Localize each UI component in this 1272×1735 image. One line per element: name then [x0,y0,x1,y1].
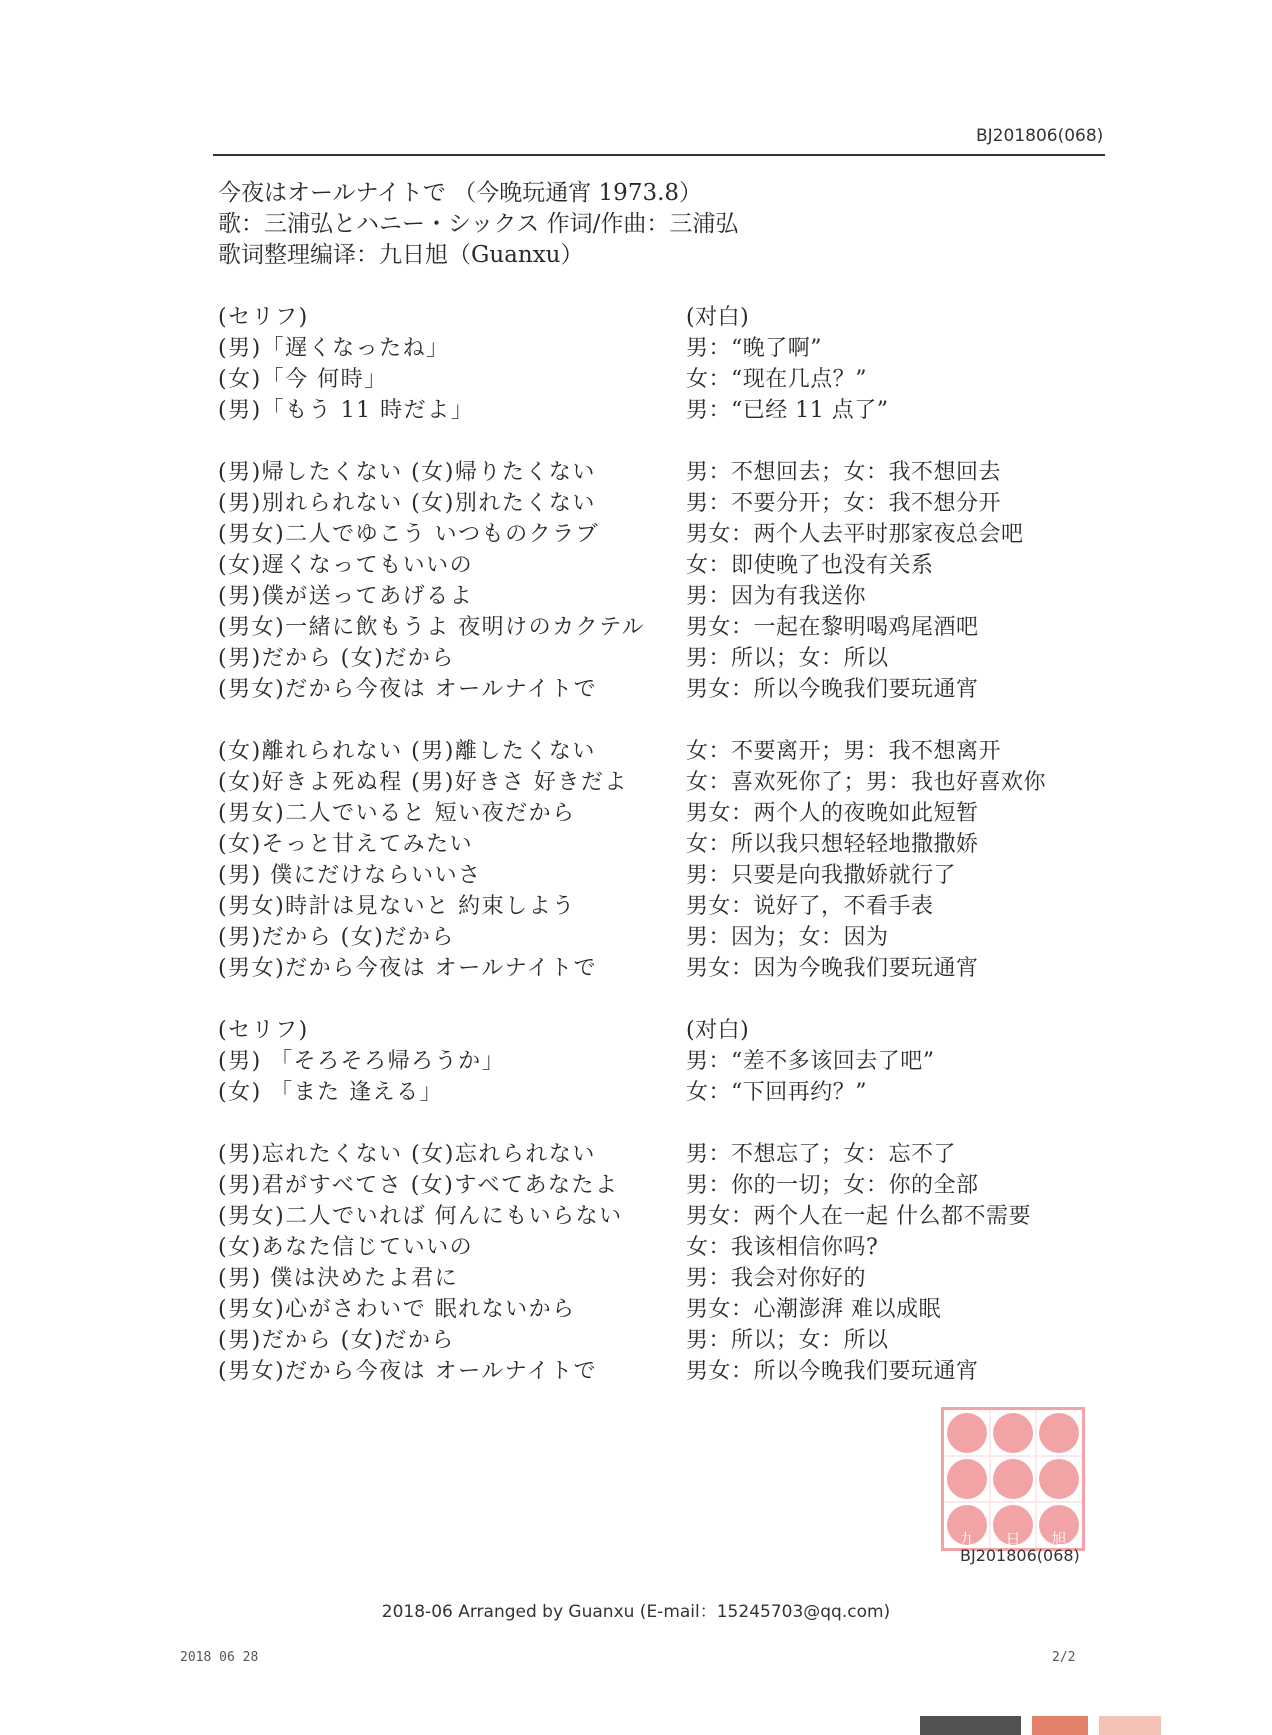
lyric-line [218,1170,1098,1201]
japanese-lyric: (男女)一緒に飲もうよ 夜明けのカクテル [218,615,646,640]
japanese-lyric: (男女)だから今夜は オールナイトで [218,677,598,702]
japanese-lyric: (女) 「また 逢える」 [218,1080,444,1105]
seal-code: BJ201806(068) [960,1546,1080,1565]
japanese-lyric: (男女)二人でいれば 何んにもいらない [218,1204,623,1229]
japanese-lyric: (女)離れられない (男)離したくない [218,739,596,764]
chinese-translation: 男女：说好了，不看手表 [686,894,934,919]
chinese-translation: 男女：一起在黎明喝鸡尾酒吧 [686,615,979,640]
chinese-translation: 女：我该相信你吗? [686,1235,879,1260]
chinese-translation: 女：不要离开；男：我不想离开 [686,739,1002,764]
chinese-translation: (对白) [686,305,750,330]
seal-stamp [941,1407,1085,1551]
chinese-translation: 男：“已经 11 点了” [686,398,889,423]
japanese-lyric: (男)「もう 11 時だよ」 [218,398,475,423]
lyric-line [218,1046,1098,1077]
japanese-lyric: (男)だから (女)だから [218,1328,455,1353]
lyric-line [218,767,1098,798]
lyric-line [218,612,1098,643]
lyric-line [218,581,1098,612]
chinese-translation: 男：不想回去；女：我不想回去 [686,460,1002,485]
chinese-translation: 男女：心潮澎湃 难以成眠 [686,1297,941,1322]
lyric-line [218,1356,1098,1387]
chinese-translation: 男女：所以今晚我们要玩通宵 [686,677,979,702]
japanese-lyric: (男女)だから今夜は オールナイトで [218,1359,598,1384]
japanese-lyric: (女)好きよ死ぬ程 (男)好きさ 好きだよ [218,770,628,795]
chinese-translation: 男：你的一切；女：你的全部 [686,1173,979,1198]
japanese-lyric: (女)遅くなってもいいの [218,553,474,578]
chinese-translation: 男女：两个人去平时那家夜总会吧 [686,522,1024,547]
japanese-lyric: (男)「遅くなったね」 [218,336,450,361]
stanza [218,736,1098,984]
lyric-line [218,519,1098,550]
song-credits: 歌：三浦弘とハニー・シックス 作词/作曲：三浦弘 [218,211,739,237]
footer-credit: 2018-06 Arranged by Guanxu (E-mail：15245703@qq.com) [381,1602,891,1622]
lyric-line [218,674,1098,705]
japanese-lyric: (男)君がすべてさ (女)すべてあなたよ [218,1173,619,1198]
lyric-line [218,736,1098,767]
svg-text:九: 九 [959,1530,975,1548]
japanese-lyric: (男女)時計は見ないと 約束しよう [218,894,576,919]
chinese-translation: 男：因为有我送你 [686,584,867,609]
stanza [218,1015,1098,1108]
chinese-translation: 男：“差不多该回去了吧” [686,1049,935,1074]
japanese-lyric: (男)帰したくない (女)帰りたくない [218,460,596,485]
svg-text:日: 日 [1005,1530,1021,1548]
lyric-line [218,798,1098,829]
chinese-translation: 女：所以我只想轻轻地撒撒娇 [686,832,979,857]
chinese-translation: 男：我会对你好的 [686,1266,867,1291]
japanese-lyric: (女)あなた信じていいの [218,1235,474,1260]
document-code: BJ201806(068) [976,126,1104,146]
chinese-translation: 男女：因为今晚我们要玩通宵 [686,956,979,981]
lyric-line [218,395,1098,426]
japanese-lyric: (男女)二人でゆこう いつものクラブ [218,522,600,547]
chinese-translation: 男：只要是向我撒娇就行了 [686,863,957,888]
lyrics [218,302,1098,1418]
japanese-lyric: (男) 僕にだけならいいさ [218,863,482,888]
chinese-translation: (对白) [686,1018,750,1043]
seal-graphic [944,1410,1082,1548]
lyric-line [218,302,1098,333]
lyric-line [218,1201,1098,1232]
lyric-line [218,1015,1098,1046]
chinese-translation: 男女：两个人的夜晚如此短暂 [686,801,979,826]
chinese-translation: 女：即使晚了也没有关系 [686,553,934,578]
stanza [218,1139,1098,1387]
stanza [218,457,1098,705]
lyric-line [218,364,1098,395]
translator-credit: 歌词整理编译：九日旭（Guanxu） [218,242,584,268]
japanese-lyric: (女)「今 何時」 [218,367,388,392]
lyric-line [218,550,1098,581]
chinese-translation: 女：“下回再约？” [686,1080,867,1105]
song-title: 今夜はオールナイトで （今晚玩通宵 1973.8） [218,180,703,206]
japanese-lyric: (女)そっと甘えてみたい [218,832,474,857]
lyric-line [218,488,1098,519]
lyric-line [218,1263,1098,1294]
print-date: 2018 06 28 [180,1650,259,1665]
japanese-lyric: (セリフ) [218,305,309,330]
chinese-translation: 男：所以；女：所以 [686,1328,889,1353]
japanese-lyric: (男) 「そろそろ帰ろうか」 [218,1049,506,1074]
lyric-line [218,829,1098,860]
japanese-lyric: (男女)だから今夜は オールナイトで [218,956,598,981]
lyric-line [218,333,1098,364]
lyric-line [218,953,1098,984]
chinese-translation: 男女：所以今晚我们要玩通宵 [686,1359,979,1384]
japanese-lyric: (セリフ) [218,1018,309,1043]
japanese-lyric: (男)だから (女)だから [218,646,455,671]
chinese-translation: 女：喜欢死你了；男：我也好喜欢你 [686,770,1047,795]
chinese-translation: 男：不想忘了；女：忘不了 [686,1142,957,1167]
japanese-lyric: (男)別れられない (女)別れたくない [218,491,596,516]
japanese-lyric: (男)僕が送ってあげるよ [218,584,474,609]
lyric-line [218,891,1098,922]
chinese-translation: 女：“现在几点？” [686,367,867,392]
svg-text:旭: 旭 [1051,1530,1067,1548]
chinese-translation: 男：不要分开；女：我不想分开 [686,491,1002,516]
chinese-translation: 男：所以；女：所以 [686,646,889,671]
japanese-lyric: (男) 僕は決めたよ君に [218,1266,459,1291]
page-number: 2/2 [1052,1650,1076,1665]
watermark-fragment [920,1716,1200,1735]
lyric-line [218,1139,1098,1170]
lyric-line [218,1232,1098,1263]
lyric-line [218,1325,1098,1356]
japanese-lyric: (男)だから (女)だから [218,925,455,950]
japanese-lyric: (男)忘れたくない (女)忘れられない [218,1142,596,1167]
lyric-line [218,457,1098,488]
lyric-line [218,860,1098,891]
chinese-translation: 男：因为；女：因为 [686,925,889,950]
chinese-translation: 男：“晚了啊” [686,336,822,361]
lyric-line [218,1294,1098,1325]
stanza [218,302,1098,426]
japanese-lyric: (男女)心がさわいで 眠れないから [218,1297,576,1322]
lyric-line [218,922,1098,953]
chinese-translation: 男女：两个人在一起 什么都不需要 [686,1204,1031,1229]
title-block [218,178,738,271]
lyric-line [218,1077,1098,1108]
header-rule [213,154,1105,156]
japanese-lyric: (男女)二人でいると 短い夜だから [218,801,576,826]
lyric-line [218,643,1098,674]
